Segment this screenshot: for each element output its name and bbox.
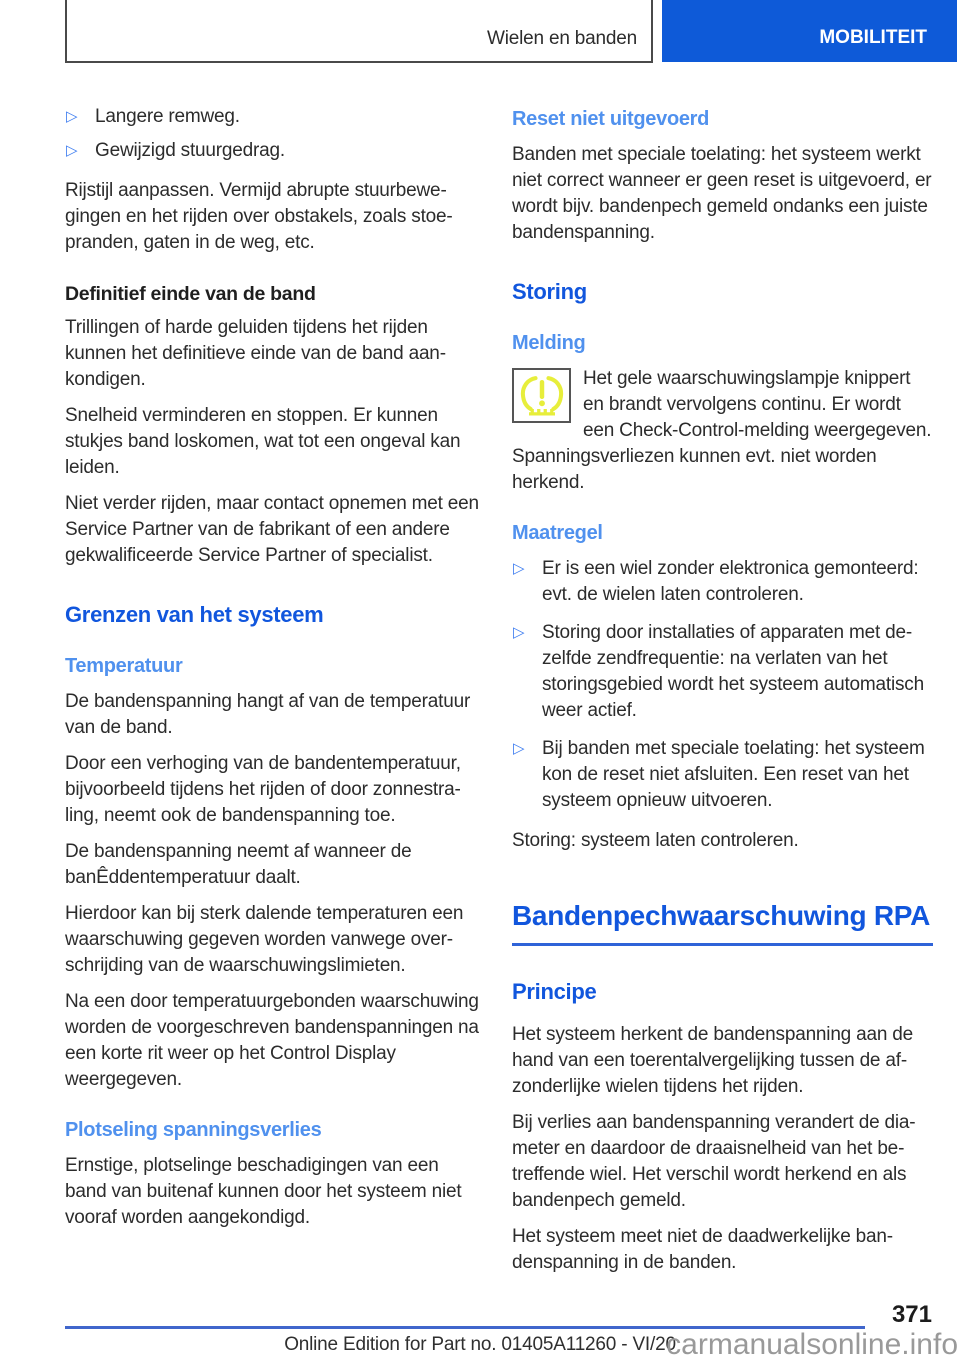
page-number: 371	[891, 1301, 932, 1328]
paragraph: Storing: systeem laten controleren.	[512, 830, 799, 851]
list-item-text: Storing door installaties of apparaten met dezelfde zendfrequentie: na verlaten van het storingsgebied wordt het systeem automatisch weer actief.	[542, 622, 924, 721]
header-chapter-tab	[662, 0, 957, 62]
paragraph: Het systeem meet niet de daadwerkelijke bandenspanning in de banden.	[512, 1226, 894, 1273]
list-item-text: Gewijzigd stuurgedrag.	[95, 140, 285, 161]
warning-lamp-paragraph	[512, 366, 933, 496]
section-title-principe: Principe	[512, 979, 597, 1004]
tpms-warning-lamp-icon	[512, 368, 571, 423]
consequence-list	[65, 104, 483, 164]
triangle-bullet-icon: ▷	[66, 108, 78, 125]
list-item-text: Bij banden met speciale toelating: het systeem kon de reset niet afsluiten. Een reset van het systeem opnieuw uitvoeren.	[542, 738, 925, 811]
list-item	[65, 104, 483, 130]
paragraph: Het gele waarschuwingslampje knippert en brandt vervolgens continu. Er wordt een Check-Control-melding weergegeven. Spanningsverliezen kunnen evt. niet worden herkend.	[512, 368, 932, 493]
triangle-bullet-icon: ▷	[513, 560, 525, 577]
subsection-title-reset: Reset niet uitgevoerd	[512, 108, 710, 130]
watermark-text: carmanualsonline.info	[666, 1328, 958, 1361]
triangle-bullet-icon: ▷	[66, 142, 78, 159]
right-column	[512, 104, 933, 1286]
paragraph: Na een door temperatuurgebonden waarschuwing worden de voorgeschreven bandenspanningen na een korte rit weer op het Control Display weergegeven.	[65, 991, 479, 1090]
list-item	[512, 556, 933, 608]
section-title-grenzen: Grenzen van het systeem	[65, 602, 324, 627]
paragraph: Snelheid verminderen en stoppen. Er kunnen stukjes band loskomen, wat tot een ongeval kan leiden.	[65, 405, 461, 478]
header-section-box	[65, 0, 653, 63]
subsection-title-maatregel: Maatregel	[512, 522, 603, 544]
list-item	[512, 620, 933, 724]
subsection-title-temperatuur: Temperatuur	[65, 655, 183, 677]
list-item-text: Langere remweg.	[95, 106, 240, 127]
paragraph: Niet verder rijden, maar contact opnemen met een Service Partner van de fabrikant of een andere gekwalificeerde Service Partner of specialist.	[65, 493, 479, 566]
list-item-text: Er is een wiel zonder elektronica gemonteerd: evt. de wielen laten controleren.	[542, 558, 919, 605]
triangle-bullet-icon: ▷	[513, 624, 525, 641]
header-chapter-label: MOBILITEIT	[819, 27, 927, 48]
paragraph: Banden met speciale toelating: het systeem werkt niet correct wanneer er geen reset is uitgevoerd, er wordt bijv. bandenpech gemeld ondanks een juiste bandenspanning.	[512, 144, 932, 243]
paragraph: Rijstijl aanpassen. Vermijd abrupte stuurbewegingen en het rijden over obstakels, zoals stoepranden, gaten in de weg, etc.	[65, 180, 453, 253]
paragraph: Bij verlies aan bandenspanning verandert de diameter en daardoor de draaisnelheid van het betreffende wiel. Het verschil wordt herkend en als bandenpech gemeld.	[512, 1112, 916, 1211]
paragraph: Door een verhoging van de bandentemperatuur, bijvoorbeeld tijdens het rijden of door zonnestraling, neemt ook de bandenspanning toe.	[65, 753, 461, 826]
triangle-bullet-icon: ▷	[513, 740, 525, 757]
subsection-title-definitief-einde: Definitief einde van de band	[65, 283, 316, 305]
left-column	[65, 104, 483, 1241]
subsection-title-melding: Melding	[512, 332, 586, 354]
subsection-title-plotseling: Plotseling spanningsverlies	[65, 1119, 322, 1141]
paragraph: De bandenspanning hangt af van de temperatuur van de band.	[65, 691, 471, 738]
header-section-label: Wielen en banden	[487, 28, 637, 49]
section-title-storing: Storing	[512, 279, 587, 304]
paragraph: Het systeem herkent de bandenspanning aan de hand van een toerentalvergelijking tussen de afzonderlijke wielen tijdens het rijden.	[512, 1024, 914, 1097]
measure-list	[512, 556, 933, 814]
list-item	[512, 736, 933, 814]
paragraph: De bandenspanning neemt af wanneer de banÊddentemperatuur daalt.	[65, 841, 412, 888]
list-item	[65, 138, 483, 164]
paragraph: Ernstige, plotselinge beschadigingen van een band van buitenaf kunnen door het systeem niet vooraf worden aangekondigd.	[65, 1155, 462, 1228]
chapter-title-rpa: Bandenpechwaarschuwing RPA	[512, 898, 933, 946]
edition-line: Online Edition for Part no. 01405A11260 - VI/20	[284, 1334, 676, 1355]
paragraph: Hierdoor kan bij sterk dalende temperaturen een waarschuwing gegeven worden vanwege overschrijding van de waarschuwingslimieten.	[65, 903, 464, 976]
paragraph: Trillingen of harde geluiden tijdens het rijden kunnen het definitieve einde van de band aankondigen.	[65, 317, 447, 390]
